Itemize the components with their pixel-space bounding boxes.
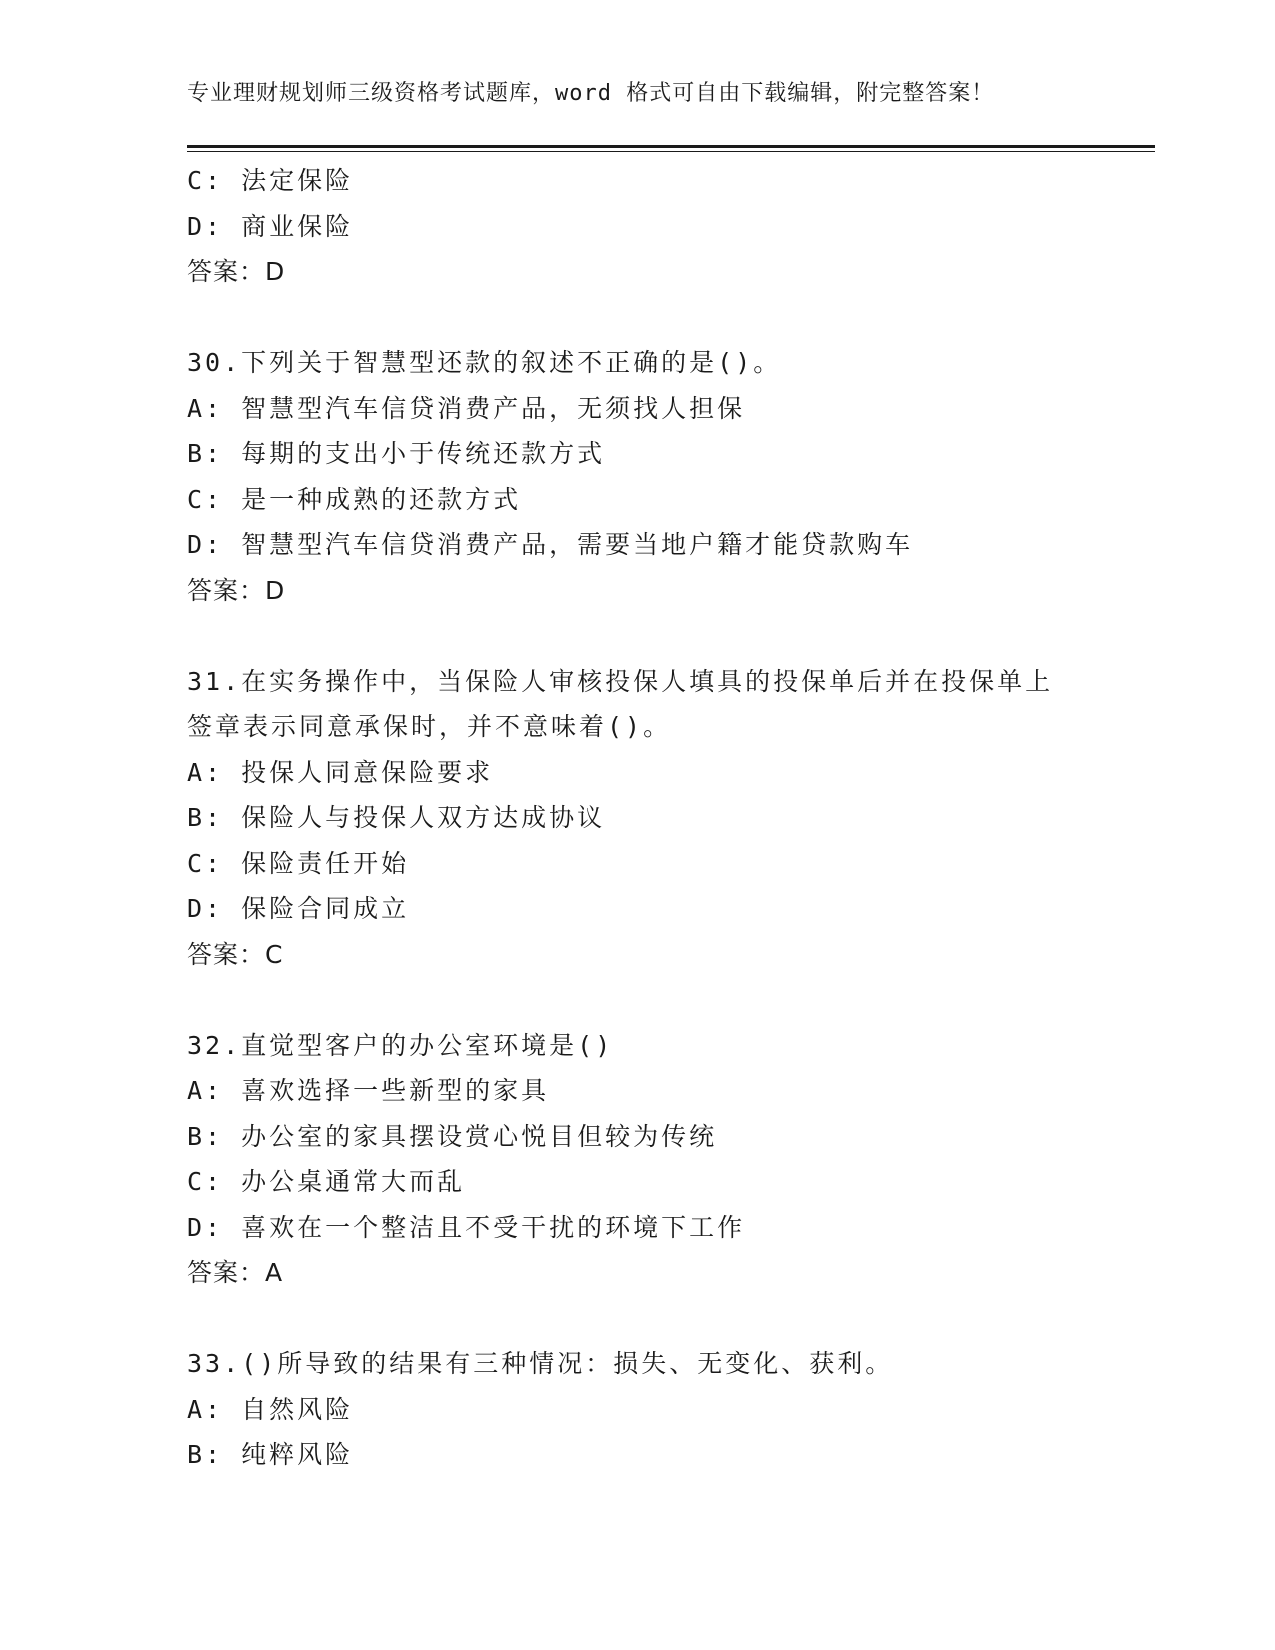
option-line: D: 商业保险 (187, 211, 354, 241)
option-line: C: 法定保险 (187, 166, 354, 195)
header-rule-thin (187, 151, 1155, 152)
question-stem: 签章表示同意承保时，并不意味着()。 (187, 712, 672, 741)
option-line: A: 智慧型汽车信贷消费产品，无须找人担保 (187, 393, 746, 423)
option-line: C: 办公桌通常大而乱 (187, 1167, 466, 1196)
option-line: D: 智慧型汽车信贷消费产品，需要当地户籍才能贷款购车 (187, 530, 914, 559)
answer-line: 答案：D (187, 257, 286, 286)
question-stem: 30.下列关于智慧型还款的叙述不正确的是()。 (187, 348, 782, 377)
option-line: C: 是一种成熟的还款方式 (187, 484, 522, 514)
question-block (187, 158, 1087, 295)
block-gap (187, 295, 1087, 341)
answer-line: 答案：A (187, 1258, 284, 1287)
option-line: A: 自然风险 (187, 1394, 354, 1424)
question-block (187, 1341, 1087, 1478)
option-line: B: 每期的支出小于传统还款方式 (187, 439, 606, 468)
question-stem: 32.直觉型客户的办公室环境是() (187, 1030, 614, 1060)
option-line: B: 保险人与投保人双方达成协议 (187, 803, 606, 832)
option-line: A: 喜欢选择一些新型的家具 (187, 1076, 550, 1105)
option-line: B: 办公室的家具摆设赏心悦目但较为传统 (187, 1121, 718, 1151)
question-block (187, 659, 1087, 978)
question-list (187, 158, 1087, 1478)
question-block (187, 1023, 1087, 1296)
option-line: C: 保险责任开始 (187, 848, 410, 878)
option-line: B: 纯粹风险 (187, 1440, 354, 1469)
question-stem: 31.在实务操作中，当保险人审核投保人填具的投保单后并在投保单上 (187, 666, 1054, 696)
question-stem: 33.()所导致的结果有三种情况：损失、无变化、获利。 (187, 1349, 894, 1378)
page-header: 专业理财规划师三级资格考试题库，word 格式可自由下载编辑，附完整答案！ (187, 81, 995, 106)
question-block (187, 340, 1087, 613)
block-gap (187, 613, 1087, 659)
answer-line: 答案：D (187, 575, 286, 605)
block-gap (187, 1296, 1087, 1342)
option-line: D: 喜欢在一个整洁且不受干扰的环境下工作 (187, 1212, 746, 1242)
answer-line: 答案：C (187, 939, 284, 969)
option-line: A: 投保人同意保险要求 (187, 757, 494, 787)
block-gap (187, 977, 1087, 1023)
header-rule-thick (187, 145, 1155, 148)
option-line: D: 保险合同成立 (187, 894, 410, 923)
